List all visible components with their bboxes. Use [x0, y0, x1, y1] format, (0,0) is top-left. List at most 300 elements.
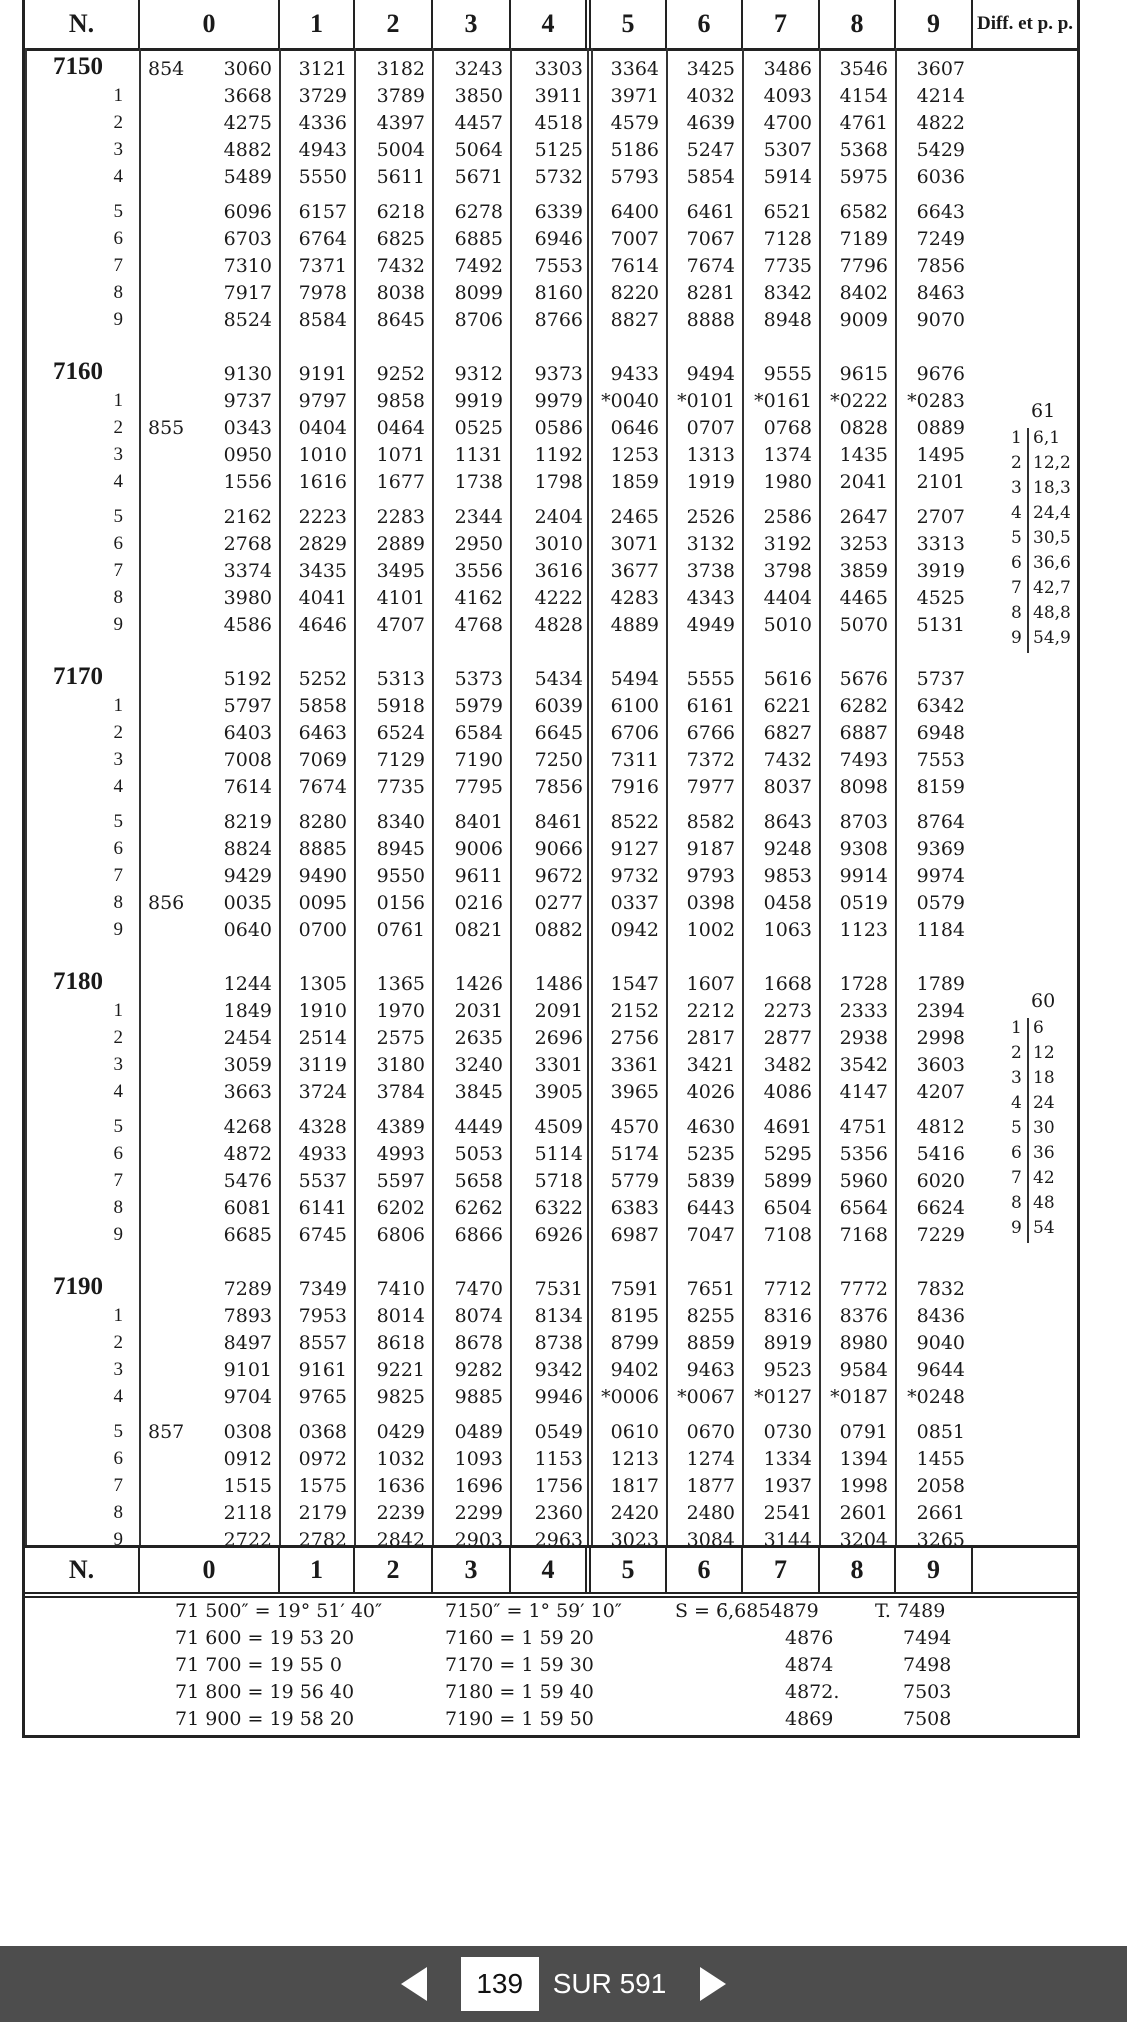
log-cell: 5070 — [839, 614, 888, 636]
log-cell: 8706 — [454, 309, 503, 331]
log-cell: 7492 — [454, 255, 503, 277]
log-cell: 9732 — [610, 865, 659, 887]
row-number: 7150 — [53, 53, 103, 80]
log-cell: 2101 — [916, 471, 965, 493]
log-cell: 6885 — [454, 228, 503, 250]
log-cell: 5476 — [223, 1170, 272, 1192]
log-cell: 9523 — [763, 1359, 812, 1381]
log-cell: 9373 — [534, 363, 583, 385]
log-cell: 2283 — [376, 506, 425, 528]
log-cell: 5295 — [763, 1143, 812, 1165]
row-number: 4 — [113, 776, 123, 797]
log-cell: 8316 — [763, 1305, 812, 1327]
row-number: 6 — [113, 838, 123, 859]
conversion-line: 7160 = 1 59 20 — [445, 1627, 594, 1649]
log-cell: 5658 — [454, 1170, 503, 1192]
page-number-input[interactable] — [461, 1957, 539, 2011]
row-number: 8 — [113, 892, 123, 913]
log-cell: 8522 — [610, 811, 659, 833]
diff-row-index: 6 — [1011, 553, 1022, 573]
diff-row-index: 3 — [1011, 1068, 1022, 1088]
log-cell: 7069 — [298, 749, 347, 771]
log-cell: 2420 — [610, 1502, 659, 1524]
log-cell: 9312 — [454, 363, 503, 385]
log-cell: 8582 — [686, 811, 735, 833]
log-cell: 8919 — [763, 1332, 812, 1354]
log-cell: 8799 — [610, 1332, 659, 1354]
row-number: 1 — [113, 1000, 123, 1021]
diff-row-index: 3 — [1011, 478, 1022, 498]
log-cell: 6339 — [534, 201, 583, 223]
mantissa-prefix: 854 — [148, 58, 185, 80]
log-cell: 1616 — [298, 471, 347, 493]
log-cell: 4343 — [686, 587, 735, 609]
log-cell: 7249 — [916, 228, 965, 250]
log-cell: 2722 — [223, 1529, 272, 1551]
log-cell: 1305 — [298, 973, 347, 995]
log-cell: 2950 — [454, 533, 503, 555]
row-number: 3 — [113, 1054, 123, 1075]
log-cell: 7007 — [610, 228, 659, 250]
log-cell: 8219 — [223, 811, 272, 833]
log-cell: 1213 — [610, 1448, 659, 1470]
log-cell: 9402 — [610, 1359, 659, 1381]
log-cell: 6161 — [686, 695, 735, 717]
log-cell: 1859 — [610, 471, 659, 493]
log-cell: 4026 — [686, 1081, 735, 1103]
row-number: 3 — [113, 749, 123, 770]
log-cell: 3724 — [298, 1081, 347, 1103]
log-cell: 4032 — [686, 85, 735, 107]
log-cell: 1668 — [763, 973, 812, 995]
log-cell: 4518 — [534, 112, 583, 134]
log-cell: 1394 — [839, 1448, 888, 1470]
log-cell: 7047 — [686, 1224, 735, 1246]
log-cell: 6987 — [610, 1224, 659, 1246]
log-cell: 0646 — [610, 417, 659, 439]
log-cell: 7432 — [763, 749, 812, 771]
diff-row-index: 7 — [1011, 578, 1022, 598]
log-cell: 5737 — [916, 668, 965, 690]
diff-row-value: 54,9 — [1033, 628, 1071, 648]
row-number: 7170 — [53, 663, 103, 690]
log-cell: 2661 — [916, 1502, 965, 1524]
log-cell: 9979 — [534, 390, 583, 412]
log-cell: 9765 — [298, 1386, 347, 1408]
log-cell: 9463 — [686, 1359, 735, 1381]
log-cell: 4154 — [839, 85, 888, 107]
log-cell: 3361 — [610, 1054, 659, 1076]
log-cell: 9009 — [839, 309, 888, 331]
log-cell: 8463 — [916, 282, 965, 304]
log-cell: 6400 — [610, 201, 659, 223]
log-cell: 2239 — [376, 1502, 425, 1524]
log-cell: 0950 — [223, 444, 272, 466]
log-cell: 5671 — [454, 166, 503, 188]
log-cell: 3240 — [454, 1054, 503, 1076]
col-header-5: 5 — [591, 1548, 667, 1592]
log-cell: 4328 — [298, 1116, 347, 1138]
log-cell: 1274 — [686, 1448, 735, 1470]
log-cell: 3905 — [534, 1081, 583, 1103]
log-cell: 4041 — [298, 587, 347, 609]
row-number: 9 — [113, 1224, 123, 1245]
row-number: 7 — [113, 255, 123, 276]
log-cell: 4993 — [376, 1143, 425, 1165]
log-cell: 3243 — [454, 58, 503, 80]
log-cell: 4275 — [223, 112, 272, 134]
log-cell: 6524 — [376, 722, 425, 744]
row-number: 3 — [113, 1359, 123, 1380]
log-cell: 9130 — [223, 363, 272, 385]
log-cell: 6461 — [686, 201, 735, 223]
row-number: 7 — [113, 1475, 123, 1496]
log-cell: 6624 — [916, 1197, 965, 1219]
log-cell: 4525 — [916, 587, 965, 609]
log-cell: 3784 — [376, 1081, 425, 1103]
log-cell: 6383 — [610, 1197, 659, 1219]
log-cell: 6645 — [534, 722, 583, 744]
log-cell: 3192 — [763, 533, 812, 555]
log-cell: 9704 — [223, 1386, 272, 1408]
diff-row-index: 7 — [1011, 1168, 1022, 1188]
log-cell: 2768 — [223, 533, 272, 555]
row-number: 1 — [113, 85, 123, 106]
log-cell: 9070 — [916, 309, 965, 331]
log-cell: 2889 — [376, 533, 425, 555]
log-cell: 8980 — [839, 1332, 888, 1354]
conversion-line: 7508 — [903, 1708, 952, 1730]
log-cell: 6278 — [454, 201, 503, 223]
log-cell: 7168 — [839, 1224, 888, 1246]
log-cell: 7250 — [534, 749, 583, 771]
log-cell: 5494 — [610, 668, 659, 690]
diff-row-index: 9 — [1011, 1218, 1022, 1238]
log-cell: 8885 — [298, 838, 347, 860]
log-cell: 3980 — [223, 587, 272, 609]
row-number: 6 — [113, 533, 123, 554]
log-cell: 1919 — [686, 471, 735, 493]
log-cell: 3060 — [223, 58, 272, 80]
mantissa-prefix: 856 — [148, 892, 185, 914]
log-cell: 2938 — [839, 1027, 888, 1049]
log-cell: 2212 — [686, 1000, 735, 1022]
log-cell: 6039 — [534, 695, 583, 717]
log-cell: 2041 — [839, 471, 888, 493]
log-cell: 2829 — [298, 533, 347, 555]
log-cell: 8557 — [298, 1332, 347, 1354]
row-number: 2 — [113, 722, 123, 743]
log-cell: 3121 — [298, 58, 347, 80]
log-cell: 9611 — [454, 865, 503, 887]
log-cell: 2480 — [686, 1502, 735, 1524]
log-cell: 2465 — [610, 506, 659, 528]
log-cell: 2756 — [610, 1027, 659, 1049]
row-number: 9 — [113, 614, 123, 635]
log-cell: 7674 — [298, 776, 347, 798]
col-header-9: 9 — [896, 1548, 973, 1592]
log-cell: 5732 — [534, 166, 583, 188]
log-cell: 9429 — [223, 865, 272, 887]
log-cell: 2526 — [686, 506, 735, 528]
log-cell: 0337 — [610, 892, 659, 914]
log-cell: 3668 — [223, 85, 272, 107]
row-number: 4 — [113, 166, 123, 187]
log-cell: 1032 — [376, 1448, 425, 1470]
log-cell: 9161 — [298, 1359, 347, 1381]
log-cell: 4630 — [686, 1116, 735, 1138]
log-cell: 4751 — [839, 1116, 888, 1138]
log-cell: 5416 — [916, 1143, 965, 1165]
log-cell: 7229 — [916, 1224, 965, 1246]
conversion-line: 71 500″ = 19° 51′ 40″ — [175, 1600, 383, 1622]
log-cell: 0464 — [376, 417, 425, 439]
diff-row-value: 18,3 — [1033, 478, 1071, 498]
log-cell: 7189 — [839, 228, 888, 250]
col-header-4: 4 — [511, 0, 591, 48]
log-cell: 7614 — [223, 776, 272, 798]
log-cell: 5854 — [686, 166, 735, 188]
previous-page-icon[interactable] — [401, 1967, 427, 2001]
col-header-2: 2 — [355, 1548, 433, 1592]
log-cell: 4283 — [610, 587, 659, 609]
log-cell: 2998 — [916, 1027, 965, 1049]
diff-table-divider — [1027, 428, 1029, 653]
log-cell: 9914 — [839, 865, 888, 887]
log-cell: 9101 — [223, 1359, 272, 1381]
log-cell: 0791 — [839, 1421, 888, 1443]
log-cell: 8524 — [223, 309, 272, 331]
log-cell: 6706 — [610, 722, 659, 744]
log-cell: 0308 — [223, 1421, 272, 1443]
log-cell: 8401 — [454, 811, 503, 833]
log-cell: 4457 — [454, 112, 503, 134]
diff-row-value: 42 — [1033, 1168, 1055, 1188]
log-cell: 1071 — [376, 444, 425, 466]
log-cell: 3303 — [534, 58, 583, 80]
log-cell: 5004 — [376, 139, 425, 161]
log-cell: 5368 — [839, 139, 888, 161]
log-cell: 5186 — [610, 139, 659, 161]
log-cell: 1374 — [763, 444, 812, 466]
log-cell: *0006 — [601, 1386, 659, 1408]
log-cell: 9644 — [916, 1359, 965, 1381]
diff-row-value: 42,7 — [1033, 578, 1071, 598]
log-cell: 9919 — [454, 390, 503, 412]
log-cell: 6582 — [839, 201, 888, 223]
log-cell: 6221 — [763, 695, 812, 717]
log-cell: 4579 — [610, 112, 659, 134]
log-cell: 8255 — [686, 1305, 735, 1327]
log-cell: 8645 — [376, 309, 425, 331]
log-cell: 7856 — [534, 776, 583, 798]
log-cell: 7372 — [686, 749, 735, 771]
log-cell: 1980 — [763, 471, 812, 493]
row-number: 4 — [113, 471, 123, 492]
log-cell: 1515 — [223, 1475, 272, 1497]
log-cell: 5010 — [763, 614, 812, 636]
log-cell: 3677 — [610, 560, 659, 582]
row-number: 4 — [113, 1386, 123, 1407]
log-cell: 3204 — [839, 1529, 888, 1551]
row-number: 3 — [113, 444, 123, 465]
log-cell: 9676 — [916, 363, 965, 385]
log-cell: 4882 — [223, 139, 272, 161]
log-cell: 0768 — [763, 417, 812, 439]
diff-row-index: 5 — [1011, 528, 1022, 548]
log-cell: 3919 — [916, 560, 965, 582]
log-cell: 9433 — [610, 363, 659, 385]
log-cell: 3023 — [610, 1529, 659, 1551]
log-cell: 9825 — [376, 1386, 425, 1408]
diff-row-value: 24 — [1033, 1093, 1055, 1113]
log-cell: 3789 — [376, 85, 425, 107]
log-cell: 9853 — [763, 865, 812, 887]
diff-row-index: 8 — [1011, 1193, 1022, 1213]
log-cell: 7349 — [298, 1278, 347, 1300]
log-cell: 4162 — [454, 587, 503, 609]
log-cell: 5252 — [298, 668, 347, 690]
log-cell: 8497 — [223, 1332, 272, 1354]
log-cell: 2454 — [223, 1027, 272, 1049]
log-cell: 1636 — [376, 1475, 425, 1497]
log-cell: 1607 — [686, 973, 735, 995]
diff-table-head: 61 — [1031, 400, 1056, 422]
log-cell: 1192 — [534, 444, 583, 466]
diff-row-value: 48 — [1033, 1193, 1055, 1213]
conversion-line: T. 7489 — [875, 1600, 946, 1622]
log-cell: 1426 — [454, 973, 503, 995]
log-cell: 4761 — [839, 112, 888, 134]
log-cell: 4889 — [610, 614, 659, 636]
log-cell: 7493 — [839, 749, 888, 771]
log-cell: 2333 — [839, 1000, 888, 1022]
log-cell: 1738 — [454, 471, 503, 493]
log-cell: 5611 — [376, 166, 425, 188]
log-cell: 2091 — [534, 1000, 583, 1022]
log-cell: 6463 — [298, 722, 347, 744]
log-cell: 9737 — [223, 390, 272, 412]
log-cell: 4586 — [223, 614, 272, 636]
log-cell: 0912 — [223, 1448, 272, 1470]
log-cell: 2647 — [839, 506, 888, 528]
log-cell: 0942 — [610, 919, 659, 941]
row-number: 7160 — [53, 358, 103, 385]
log-cell: 6584 — [454, 722, 503, 744]
diff-row-value: 18 — [1033, 1068, 1055, 1088]
conversion-line: 4869 — [785, 1708, 834, 1730]
log-cell: 7190 — [454, 749, 503, 771]
diff-row-value: 30 — [1033, 1118, 1055, 1138]
log-cell: 1002 — [686, 919, 735, 941]
log-cell: 2963 — [534, 1529, 583, 1551]
log-cell: 5797 — [223, 695, 272, 717]
log-cell: 1910 — [298, 1000, 347, 1022]
log-cell: 2514 — [298, 1027, 347, 1049]
log-cell: 6282 — [839, 695, 888, 717]
log-cell: 5616 — [763, 668, 812, 690]
log-cell: 2118 — [223, 1502, 272, 1524]
log-cell: 8160 — [534, 282, 583, 304]
conversion-line: 7190 = 1 59 50 — [445, 1708, 594, 1730]
log-cell: 4691 — [763, 1116, 812, 1138]
log-cell: 3603 — [916, 1054, 965, 1076]
log-cell: 7772 — [839, 1278, 888, 1300]
log-cell: 4822 — [916, 112, 965, 134]
log-cell: 8281 — [686, 282, 735, 304]
row-number: 7 — [113, 1170, 123, 1191]
table-footer-header — [25, 1545, 1077, 1598]
log-cell: 9793 — [686, 865, 735, 887]
log-cell: 2179 — [298, 1502, 347, 1524]
log-cell: 6948 — [916, 722, 965, 744]
log-cell: 4449 — [454, 1116, 503, 1138]
log-cell: 6521 — [763, 201, 812, 223]
diff-row-value: 36,6 — [1033, 553, 1071, 573]
log-cell: 9555 — [763, 363, 812, 385]
next-page-icon[interactable] — [700, 1967, 726, 2001]
log-cell: 1334 — [763, 1448, 812, 1470]
col-header-6: 6 — [667, 1548, 743, 1592]
log-cell: 3084 — [686, 1529, 735, 1551]
log-cell: 6825 — [376, 228, 425, 250]
log-cell: 4101 — [376, 587, 425, 609]
log-cell: 0730 — [763, 1421, 812, 1443]
log-cell: 0610 — [610, 1421, 659, 1443]
log-cell: 0882 — [534, 919, 583, 941]
log-cell: 8618 — [376, 1332, 425, 1354]
log-cell: 3798 — [763, 560, 812, 582]
log-cell: 9187 — [686, 838, 735, 860]
log-cell: 6926 — [534, 1224, 583, 1246]
log-cell: 7674 — [686, 255, 735, 277]
log-cell: 8824 — [223, 838, 272, 860]
log-cell: 4086 — [763, 1081, 812, 1103]
log-cell: 7916 — [610, 776, 659, 798]
row-number: 5 — [113, 811, 123, 832]
col-header-n: N. — [25, 1548, 140, 1592]
log-cell: 5489 — [223, 166, 272, 188]
col-header-1: 1 — [280, 1548, 355, 1592]
log-cell: 6685 — [223, 1224, 272, 1246]
log-cell: *0248 — [907, 1386, 965, 1408]
log-cell: *0040 — [601, 390, 659, 412]
log-cell: 4707 — [376, 614, 425, 636]
log-cell: 5550 — [298, 166, 347, 188]
diff-row-index: 1 — [1011, 1018, 1022, 1038]
log-cell: 5839 — [686, 1170, 735, 1192]
log-cell: 0368 — [298, 1421, 347, 1443]
log-cell: 1455 — [916, 1448, 965, 1470]
log-cell: 6141 — [298, 1197, 347, 1219]
log-cell: 1849 — [223, 1000, 272, 1022]
page-navigation-bar — [0, 1946, 1127, 2022]
col-header-7: 7 — [743, 1548, 820, 1592]
log-cell: 6703 — [223, 228, 272, 250]
table-header — [25, 0, 1077, 51]
log-cell: 1677 — [376, 471, 425, 493]
log-cell: 1798 — [534, 471, 583, 493]
log-cell: 6806 — [376, 1224, 425, 1246]
log-cell: 8766 — [534, 309, 583, 331]
log-cell: 5979 — [454, 695, 503, 717]
log-cell: 9191 — [298, 363, 347, 385]
log-cell: 2162 — [223, 506, 272, 528]
log-cell: 7553 — [534, 255, 583, 277]
row-number: 7 — [113, 865, 123, 886]
log-cell: 3663 — [223, 1081, 272, 1103]
log-cell: 3729 — [298, 85, 347, 107]
